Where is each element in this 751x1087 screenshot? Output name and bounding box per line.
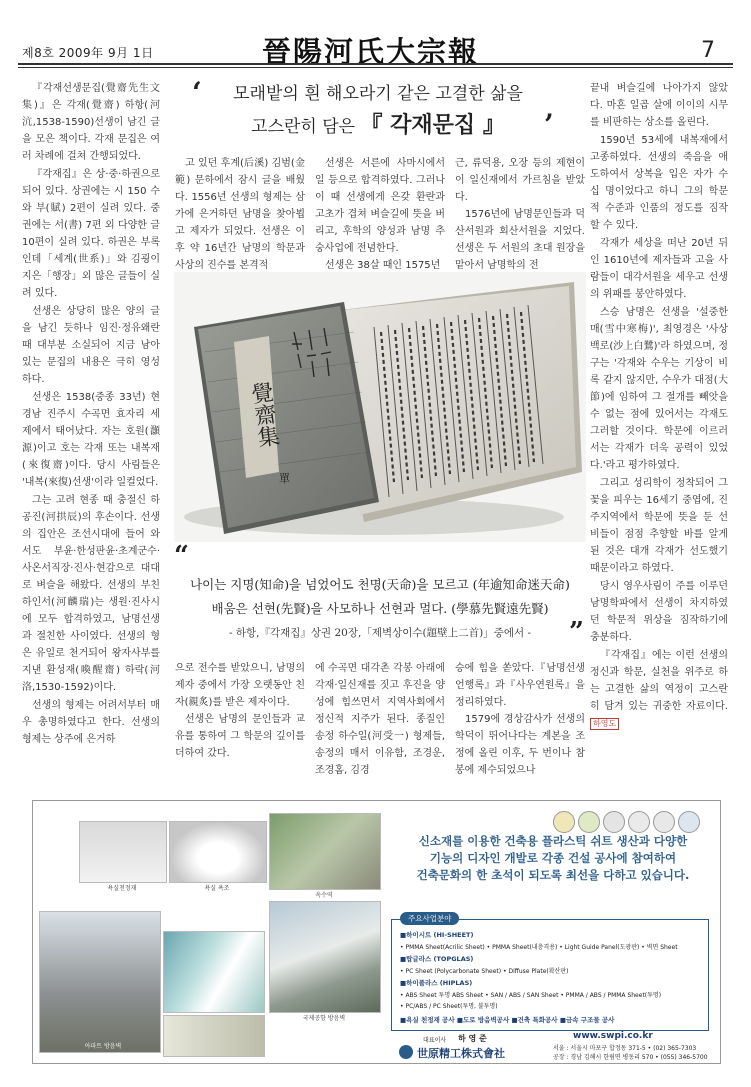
- middle-col-c: [455, 155, 585, 274]
- ad-box-tag: 주요사업분야: [400, 912, 459, 925]
- ad-product-heading: ■하이플라스 (HIPLAS): [400, 979, 473, 987]
- ad-slogan-line: 건축문화의 한 초석이 되도록 최선을 다하고 있습니다.: [416, 868, 690, 882]
- cert-logo: [678, 811, 700, 833]
- paragraph: 당시 영우사림이 주를 이루던 남명학파에서 선생이 차지하였던 학문적 위상을 짐작하기에 충분하다.: [590, 581, 728, 643]
- paragraph-text: 『각재집』에는 이런 선생의 정신과 학문, 실천을 위주로 하는 고결한 삶의 역정이 고스란히 담겨 있는 귀중한 자료이다.: [590, 650, 728, 712]
- paragraph: 끝내 벼슬길에 나아가지 않았다. 마흔 일곱 살에 이이의 시무를 비판하는 상소를 올린다.: [590, 83, 728, 128]
- company-name: 世原精工株式會社: [417, 1047, 505, 1060]
- ad-ceo-label: 대표이사: [423, 1037, 447, 1044]
- paragraph: [590, 647, 728, 732]
- company-logo-icon: [399, 1045, 413, 1059]
- paragraph: 1579에 경상감사가 선생의 학덕이 뛰어나다는 계본을 조정에 올린 이후, 두 번이나 참봉에 제수되었으나: [455, 714, 585, 776]
- paragraph: 선생은 1538(중종 33년) 현 경남 진주시 수곡면 효자리 세제에서 태어났다. 자는 호원(灝源)이고 호는 각재 또는 내복재(來復齋)이다. 당시 사림들은 '내복(來復)선생'이라 일컬었다.: [22, 392, 160, 488]
- middle-col-c-bottom: [455, 660, 585, 779]
- pull-quote-mark: “: [174, 541, 189, 571]
- ad-slogan-line: 기능의 디자인 개발로 각종 건설 공사에 참여하여: [429, 851, 677, 865]
- ad-footer: [393, 1033, 713, 1061]
- paragraph: 선생은 38살 때인 1575년: [325, 260, 441, 271]
- pull-quote-source: - 하항,『각재집』상권 20장,「제벽상이수(題壁上二首)」중에서 -: [228, 627, 532, 639]
- article-headline: [178, 80, 578, 144]
- cert-logo: [603, 811, 625, 833]
- ad-ceo-name: 하 영 준: [458, 1034, 487, 1043]
- book-cover-title: 覺齋集: [246, 380, 281, 450]
- pull-quote: [174, 541, 586, 653]
- ad-image-ceiling: [79, 821, 167, 883]
- headline-line-2: [178, 108, 578, 144]
- ad-slogan: [393, 833, 713, 884]
- company-address-2: 공장 : 경남 김해시 한림면 병동리 570 • (055) 346-5700: [553, 1054, 708, 1061]
- article-column-5: [590, 80, 728, 790]
- ad-product-heading: ■하이시트 (HI-SHEET): [400, 931, 474, 939]
- paragraph: 선생은 남명의 문인들과 교유를 통하여 그 학문의 깊이를 더하여 갔다.: [175, 714, 305, 759]
- cert-logo: [628, 811, 650, 833]
- middle-col-b: [315, 155, 445, 274]
- middle-col-b-bottom: [315, 660, 445, 779]
- paragraph: 으로 전수를 받았으니, 남명의 제자 중에서 가장 오랫동안 친자(親炙)를 받은 제자이다.: [175, 663, 305, 708]
- ad-product-line: • PC Sheet (Polycarbonate Sheet) • Diffuse Plate(확산판): [400, 968, 569, 975]
- ad-product-line: • PC/ABS / PC Sheet(투명, 불투명): [400, 1003, 498, 1010]
- company-address-1: 서울 : 서울시 마포구 합정동 371-5 • (02) 365-7303: [553, 1045, 697, 1052]
- ad-product-heading: ■탑글라스 (TOPGLAS): [400, 955, 474, 963]
- book-photo-illustration: [174, 272, 586, 542]
- paragraph: 스승 남명은 선생을 '설중한매(雪中寒梅)', 최영경은 '사상백로(沙上白鷺)'라 하였으며, 정구는 '각재와 수우는 기상이 비록 같지 않지만, 수우가 대점(大節)에 임하여 그 절개를 빼앗을 수 없는 점에 있어서는 각재도 그러할 것이다. 학문에 이르러서는 각재가 더욱 공력이 있었다.'라고 평가하였다.: [590, 307, 728, 471]
- cert-logo: [578, 811, 600, 833]
- header-rule-thin: [18, 67, 733, 68]
- paragraph: 각재가 세상을 떠난 20년 뒤인 1610년에 제자들과 고을 사람들이 대각서원을 세우고 선생의 위패를 봉안하였다.: [590, 238, 728, 300]
- paragraph: 그리고 성리학이 정착되어 그 꽃을 피우는 16세기 중엽에, 진주지역에서 학문에 뜻을 둔 선비들이 점점 추향할 바를 알게 된 것은 대개 각재가 선도했기 때문이라고 하였다.: [590, 478, 728, 574]
- paragraph: 선생은 상당히 많은 양의 글을 남긴 듯하나 임진·정유왜란 때 대부분 소실되어 지금 남아 있는 문집의 내용은 극히 영성하다.: [22, 306, 160, 385]
- paragraph: 근, 류덕용, 오장 등의 제현이 이 일신재에서 가르침을 받았다.: [455, 158, 585, 203]
- cert-logo: [553, 811, 575, 833]
- cert-logo: [653, 811, 675, 833]
- ad-caption: 아파트 방음벽: [84, 1043, 122, 1050]
- middle-col-a-bottom: [175, 660, 305, 762]
- middle-col-a: [175, 155, 305, 274]
- company-url[interactable]: www.swpi.co.kr: [573, 1031, 653, 1041]
- paragraph: 선생의 형제는 어려서부터 매우 총명하였다고 한다. 선생의 형제는 상주에 은거하: [22, 700, 160, 745]
- author-seal: 하영도: [590, 718, 619, 730]
- ad-business-box: [391, 914, 709, 1031]
- ad-image-highway: [269, 901, 381, 1013]
- ad-image-butterfly: [163, 1015, 265, 1057]
- book-cover-label: 單: [279, 472, 290, 485]
- article-middle-top: [175, 155, 585, 271]
- ad-product-line: • ABS Sheet 투명 ABS Sheet • SAN / ABS / SAN Sheet • PMMA / ABS / PMMA Sheet(투명): [400, 992, 662, 999]
- ad-caption: 욕실천정재: [107, 885, 137, 892]
- ad-image-apartment: [39, 911, 161, 1053]
- ad-caption: 옥수역: [315, 892, 333, 899]
- ad-caption: 국제공항 방음벽: [302, 1015, 346, 1022]
- quote-mark-close: ’: [544, 108, 554, 141]
- headline-line-2-pre: 고스란히 담은: [251, 117, 356, 137]
- ad-image-station: [269, 813, 381, 890]
- quote-mark-open: ‘: [192, 76, 202, 109]
- pull-quote-mark-close: ”: [569, 617, 584, 647]
- paragraph: 1576년에 남명문인들과 덕산서원과 회산서원을 지었다. 선생은 두 서원의 초대 원장을 맡아서 남명학의 전: [455, 209, 585, 271]
- book-photo: [174, 272, 586, 542]
- ad-caption: 욕실 욕조: [204, 885, 230, 892]
- pull-quote-line-2: 배움은 선현(先賢)을 사모하나 선현과 멀다. (學慕先賢遠先賢): [211, 601, 549, 616]
- header-rule: [18, 63, 733, 65]
- paragraph: 고 있던 후계(后溪) 김범(金範) 문하에서 잠시 글을 배웠다. 1556년 선생의 형제는 삼가에 은거하던 남명을 찾아뵙고 제자가 되었다. 선생은 이후 약 16년간 남명의 학문과 사상의 진수를 본격적: [175, 158, 305, 271]
- paragraph: 승에 힘을 쏟았다.『남명선생언행록』과『사우연원록』을 정리하였다.: [455, 663, 585, 708]
- ad-image-bathtub: [169, 821, 267, 883]
- paragraph: 1590년 53세에 내복재에서 고종하였다. 선생의 죽음을 애도하여서 상복을 입은 자가 수십 명이었다고 하니 그의 학문적 수준과 인품의 정도를 짐작할 수 있다.: [590, 135, 728, 231]
- pull-quote-line-1: 나이는 지명(知命)을 넘었어도 천명(天命)을 모르고 (年逾知命迷天命): [190, 577, 570, 592]
- article-middle-bottom: [175, 660, 585, 790]
- newspaper-masthead: 晉陽河氏大宗報: [262, 35, 480, 69]
- ad-services: ■욕실 천정재 공사 ■도로 방음벽공사 ■건축 특화공사 ■금속 구조물 공사: [400, 1016, 615, 1024]
- paragraph: 『각재선생문집(覺齋先生文集)』은 각재(覺齋) 하항(河沆,1538-1590)선생이 남긴 글을 모은 책이다. 각재 문집은 여러 차례에 걸쳐 간행되었다.: [22, 83, 160, 162]
- issue-date: 제8호 2009年 9月 1日: [22, 46, 154, 60]
- headline-line-1: 모래밭의 흰 해오라기 같은 고결한 삶을: [233, 84, 523, 104]
- advertisement: [32, 800, 721, 1064]
- paragraph: 에 수곡면 대각촌 각봉 아래에 각재·일신재를 짓고 후진을 양성에 힘쓰면서 지역사회에서 정신적 지주가 된다. 종질인 송정 하수일(河受一) 형제들, 송정의 매서 이유함, 조경운, 조경홈, 김경: [315, 663, 445, 776]
- paragraph: 그는 고려 현종 때 충절신 하공진(河拱辰)의 후손이다. 선생의 집안은 조선시대에 들어 와서도 부윤·한성판윤·초계군수·사온서직장·진사·현감으로 대대로 벼슬을 해왔다. 선생의 부친 하인서(河麟瑞)는 생원·진사시에 모두 합격하였고, 남명선생과 절친한 사이였다. 선생의 형은 유일로 천거되어 왕자사부를 지낸 환성재(喚醒齋) 하락(河洛,1530-1592)이다.: [22, 495, 160, 693]
- headline-book-title: 『 각재문집 』: [360, 112, 505, 138]
- paragraph: 선생은 서른에 사마시에서 일 등으로 합격하였다. 그러나 이 때 선생에게 은갖 환란과 고초가 겹쳐 벼슬길에 뜻을 버리고, 후학의 양성과 남명 추숭사업에 전념한다.: [315, 158, 445, 254]
- article-column-1: [22, 80, 160, 790]
- paragraph: 『각재집』은 상·중·하권으로 되어 있다. 상권에는 시 150 수와 부(賦) 2편이 실려 있다. 중권에는 서(書) 7편 외 다양한 글 10편이 실려 있다. 하권은 부록인데「세계(世系)」와 김굉이 지은「행장」외 많은 글들이 실려 있다.: [22, 169, 160, 299]
- ad-slogan-line: 신소재를 이용한 건축용 플라스틱 쉬트 생산과 다양한: [418, 834, 688, 848]
- page-number: 7: [701, 38, 715, 63]
- ad-image-sheets: [163, 931, 265, 1013]
- ad-product-line: • PMMA Sheet(Acrilic Sheet) • PMMA Sheet(내충격용) • Light Guide Panel(도광판) • 벽면 Sheet: [400, 944, 678, 951]
